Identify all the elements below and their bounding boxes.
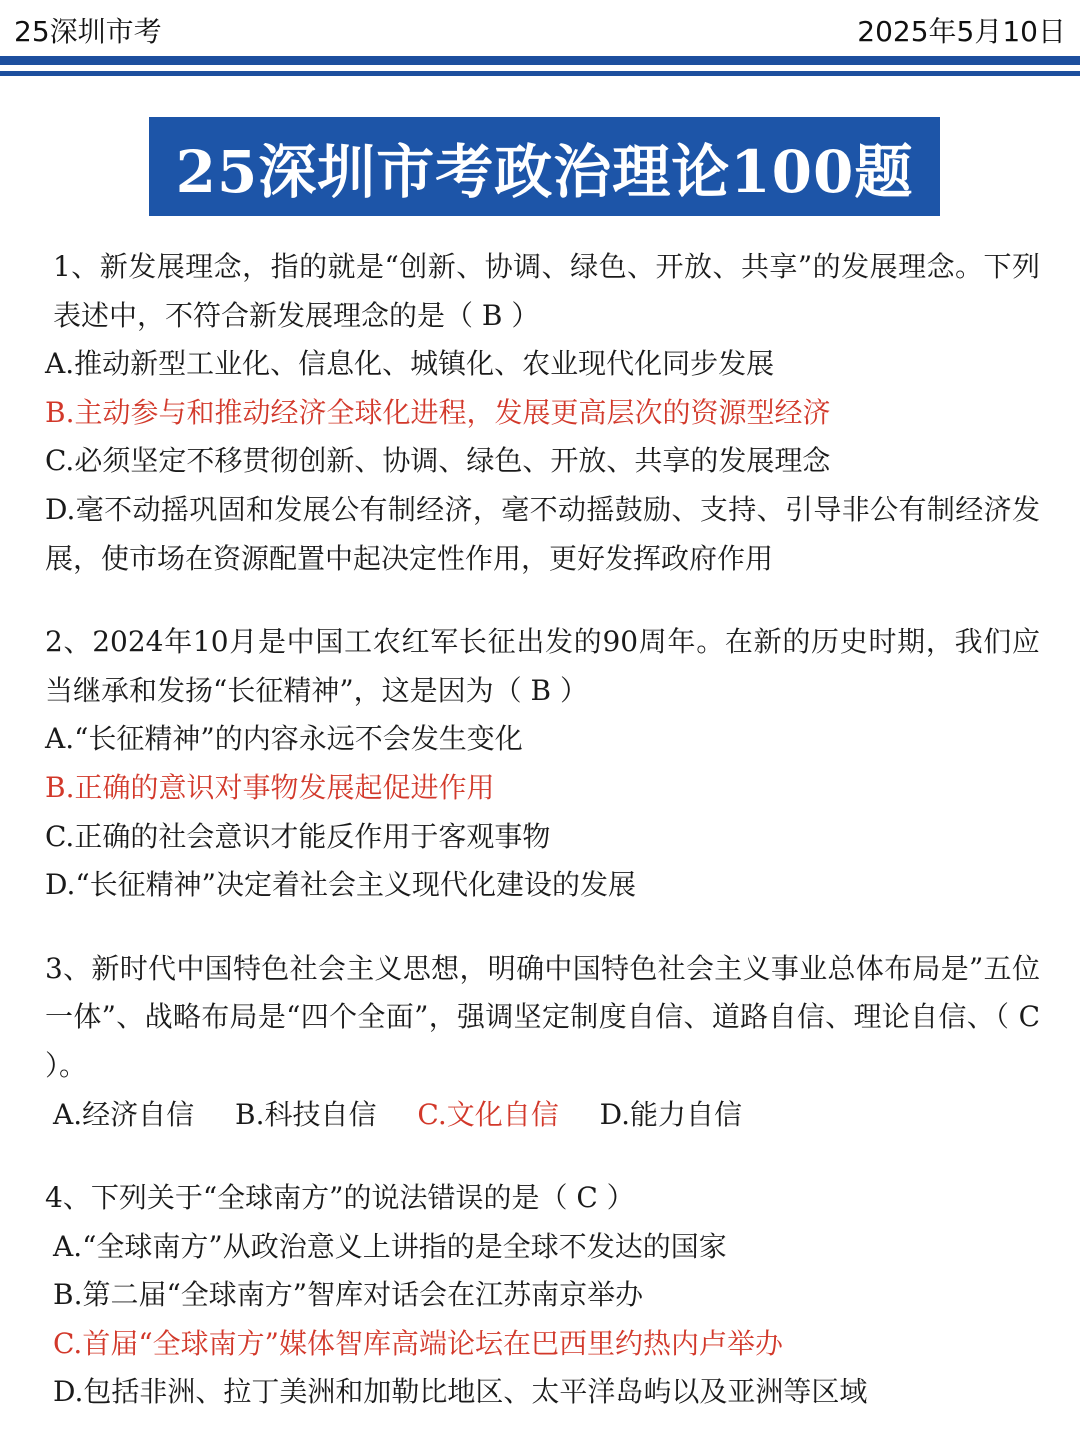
option-c-answer: C.首届“全球南方”媒体智库高端论坛在巴西里约热内卢举办: [53, 1326, 783, 1360]
option-a: A.“长征精神”的内容永远不会发生变化: [45, 722, 523, 756]
options-row: [45, 1091, 1040, 1140]
option-a: A.经济自信: [53, 1097, 195, 1131]
question-stem: 1、新发展理念，指的就是“创新、协调、绿色、开放、共享”的发展理念。下列表述中，不符合新发展理念的是（ B ）: [53, 250, 1040, 332]
option-b-answer: B.正确的意识对事物发展起促进作用: [45, 770, 495, 804]
option-c-answer: C.文化自信: [417, 1097, 559, 1131]
option-a: A.“全球南方”从政治意义上讲指的是全球不发达的国家: [53, 1229, 727, 1263]
option-d: D.毫不动摇巩固和发展公有制经济，毫不动摇鼓励、支持、引导非公有制经济发展，使市场在资源配置中起决定性作用，更好发挥政府作用: [45, 492, 1040, 575]
option-b: B.科技自信: [235, 1097, 377, 1131]
question-2: [45, 618, 1040, 910]
option-d: D.“长征精神”决定着社会主义现代化建设的发展: [45, 868, 636, 902]
question-3: [45, 945, 1040, 1139]
option-d: D.包括非洲、拉丁美洲和加勒比地区、太平洋岛屿以及亚洲等区域: [53, 1375, 868, 1409]
option-b: B.第二届“全球南方”智库对话会在江苏南京举办: [53, 1278, 644, 1312]
question-1: [45, 243, 1040, 583]
header-date: 2025年5月10日: [857, 15, 1066, 48]
page-title: 25深圳市考政治理论100题: [175, 137, 914, 206]
question-list: [45, 243, 1040, 1417]
header-divider-thick: [0, 56, 1080, 65]
page-header: [0, 0, 1080, 56]
title-banner: [149, 117, 940, 216]
option-b-answer: B.主动参与和推动经济全球化进程，发展更高层次的资源型经济: [45, 395, 831, 429]
question-stem: 2、2024年10月是中国工农红军长征出发的90周年。在新的历史时期，我们应当继承和发扬“长征精神”，这是因为（ B ）: [45, 625, 1040, 707]
option-d: D.能力自信: [599, 1097, 743, 1131]
question-4: [45, 1174, 1040, 1417]
option-c: C.正确的社会意识才能反作用于客观事物: [45, 819, 551, 853]
header-divider-thin: [0, 71, 1080, 76]
question-stem: 3、新时代中国特色社会主义思想，明确中国特色社会主义事业总体布局是”五位一体”、战略布局是“四个全面”，强调坚定制度自信、道路自信、理论自信、（ C ）。: [45, 951, 1040, 1082]
option-c: C.必须坚定不移贯彻创新、协调、绿色、开放、共享的发展理念: [45, 444, 831, 478]
header-exam-name: 25深圳市考: [14, 15, 162, 48]
option-a: A.推动新型工业化、信息化、城镇化、农业现代化同步发展: [45, 347, 775, 381]
question-stem: 4、下列关于“全球南方”的说法错误的是（ C ）: [45, 1181, 635, 1215]
